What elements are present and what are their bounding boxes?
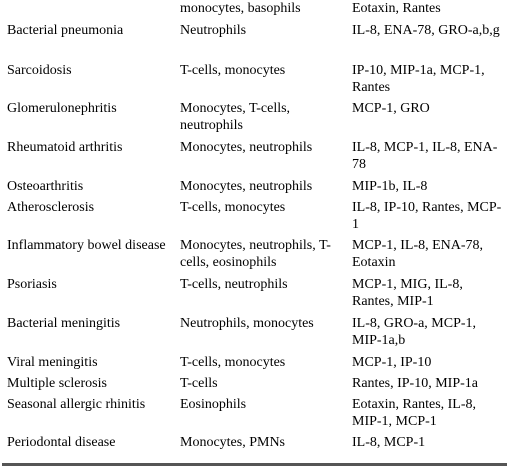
cell-types-cell: Neutrophils [180, 23, 247, 38]
table-bottom-rule [2, 463, 507, 466]
disease-cell: Seasonal allergic rhinitis [7, 397, 146, 412]
chemokines-cell: MCP-1, IL-8, ENA-78, Eotaxin [352, 238, 484, 270]
chemokines-cell: MIP-1b, IL-8 [352, 179, 428, 194]
disease-cell: Bacterial pneumonia [7, 23, 124, 38]
disease-cell: Atherosclerosis [7, 200, 95, 215]
chemokines-cell: Rantes, IP-10, MIP-1a [352, 376, 478, 391]
disease-cell: Sarcoidosis [7, 63, 72, 78]
cell-types-cell: Neutrophils, monocytes [180, 316, 314, 331]
disease-cell: Periodontal disease [7, 435, 116, 450]
cell-types-cell: Monocytes, PMNs [180, 435, 286, 450]
disease-cell: Glomerulonephritis [7, 101, 117, 116]
chemokines-cell: IL-8, GRO-a, MCP-1, MIP-1a,b [352, 316, 477, 348]
disease-cell: Psoriasis [7, 277, 57, 292]
chemokines-cell: MCP-1, GRO [352, 101, 430, 116]
cell-types-cell: T-cells, neutrophils [180, 277, 288, 292]
chemokines-cell: MCP-1, IP-10 [352, 355, 432, 370]
chemokines-cell: Eotaxin, Rantes, IL-8, MIP-1, MCP-1 [352, 397, 477, 429]
cell-types-cell: Monocytes, neutrophils [180, 179, 313, 194]
chemokines-cell: IL-8, ENA-78, GRO-a,b,g [352, 23, 500, 38]
chemokines-cell: IL-8, IP-10, Rantes, MCP-1 [352, 200, 502, 232]
chemokines-cell: IL-8, MCP-1, IL-8, ENA-78 [352, 140, 498, 172]
disease-cell: Osteoarthritis [7, 179, 84, 194]
chemokines-cell: IL-8, MCP-1 [352, 435, 426, 450]
cell-types-cell: T-cells, monocytes [180, 63, 286, 78]
disease-cell: Rheumatoid arthritis [7, 140, 123, 155]
cell-types-cell: T-cells, monocytes [180, 355, 286, 370]
chemokines-cell: MCP-1, MIG, IL-8, Rantes, MIP-1 [352, 277, 463, 309]
disease-cell: Inflammatory bowel disease [7, 238, 166, 253]
disease-cell: Viral meningitis [7, 355, 98, 370]
cell-types-cell: Monocytes, neutrophils [180, 140, 313, 155]
cell-types-cell: Eosinophils [180, 397, 247, 412]
disease-cell: Multiple sclerosis [7, 376, 107, 391]
cell-types-cell: monocytes, basophils [180, 1, 301, 16]
chemokines-cell: Eotaxin, Rantes [352, 1, 441, 16]
cell-types-cell: Monocytes, T-cells, neutrophils [180, 101, 291, 133]
cell-types-cell: Monocytes, neutrophils, T-cells, eosinophils [180, 238, 331, 270]
disease-cell: Bacterial meningitis [7, 316, 121, 331]
cell-types-cell: T-cells [180, 376, 218, 391]
chemokines-cell: IP-10, MIP-1a, MCP-1, Rantes [352, 63, 485, 95]
cell-types-cell: T-cells, monocytes [180, 200, 286, 215]
